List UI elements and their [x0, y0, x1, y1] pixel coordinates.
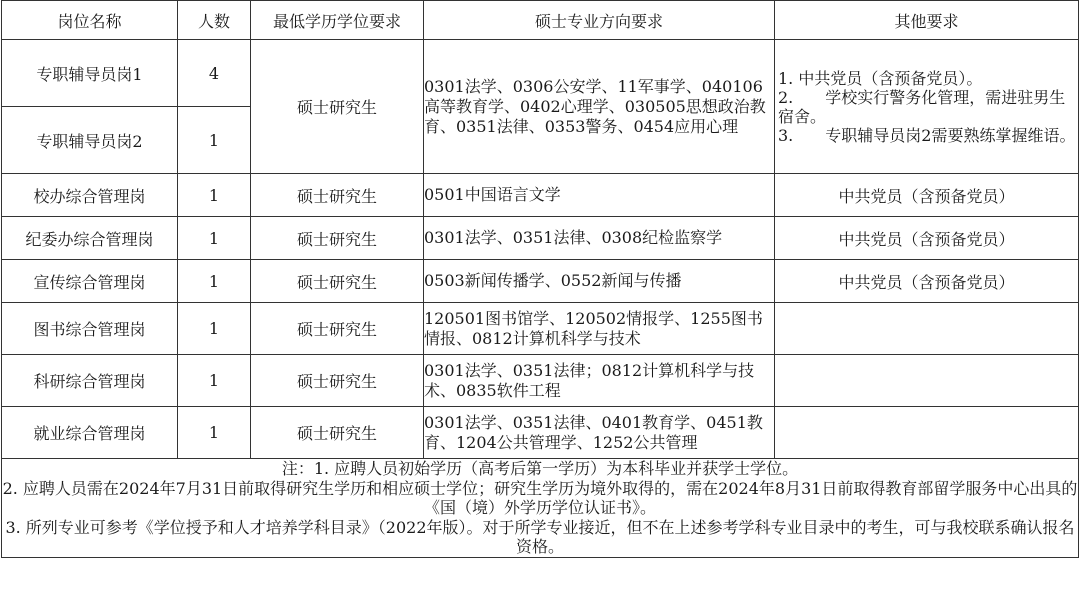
- position-count: 1: [178, 107, 251, 174]
- degree-requirement: 硕士研究生: [251, 174, 424, 217]
- header-degree: 最低学历学位要求: [251, 1, 424, 40]
- note-line: 2. 应聘人员需在2024年7月31日前取得研究生学历和相应硕士学位；研究生学历为境外取得的，需在2024年8月31日前取得教育部留学服务中心出具的《国（境）外学历学位认证书》。: [2, 478, 1078, 517]
- other-requirement: [775, 355, 1079, 407]
- other-requirement: [775, 407, 1079, 459]
- position-name: 科研综合管理岗: [2, 355, 178, 407]
- position-name: 就业综合管理岗: [2, 407, 178, 459]
- major-requirement: 0501中国语言文学: [424, 174, 775, 217]
- other-requirement: 中共党员（含预备党员）: [775, 260, 1079, 303]
- other-requirement: [775, 303, 1079, 355]
- table-row: [2, 40, 1079, 107]
- position-name: 专职辅导员岗2: [2, 107, 178, 174]
- degree-requirement: 硕士研究生: [251, 407, 424, 459]
- other-requirement-item: 2. 学校实行警务化管理，需进驻男生宿舍。: [778, 87, 1066, 126]
- degree-requirement: 硕士研究生: [251, 303, 424, 355]
- header-row: [2, 1, 1079, 40]
- notes-row: [2, 459, 1079, 558]
- major-requirement: 0301法学、0351法律、0308纪检监察学: [424, 217, 775, 260]
- major-requirement: 0301法学、0306公安学、11军事学、040106高等教育学、0402心理学、030505思想政治教育、0351法律、0353警务、0454应用心理: [424, 40, 775, 174]
- header-other: 其他要求: [775, 1, 1079, 40]
- table-row: [2, 303, 1079, 355]
- table-row: [2, 217, 1079, 260]
- other-requirement: [775, 40, 1079, 174]
- header-position: 岗位名称: [2, 1, 178, 40]
- degree-requirement: 硕士研究生: [251, 217, 424, 260]
- recruitment-table: [1, 0, 1079, 558]
- degree-requirement: 硕士研究生: [251, 355, 424, 407]
- position-name: 图书综合管理岗: [2, 303, 178, 355]
- other-requirement: 中共党员（含预备党员）: [775, 217, 1079, 260]
- note-line: 注：1. 应聘人员初始学历（高考后第一学历）为本科毕业并获学士学位。: [281, 459, 799, 478]
- position-count: 1: [178, 407, 251, 459]
- position-name: 校办综合管理岗: [2, 174, 178, 217]
- position-count: 1: [178, 303, 251, 355]
- note-line: 3. 所列专业可参考《学位授予和人才培养学科目录》（2022年版）。对于所学专业接近，但不在上述参考学科专业目录中的考生，可与我校联系确认报名资格。: [5, 517, 1075, 556]
- table-row: [2, 174, 1079, 217]
- major-requirement: 0301法学、0351法律；0812计算机科学与技术、0835软件工程: [424, 355, 775, 407]
- degree-requirement: 硕士研究生: [251, 40, 424, 174]
- table-row: [2, 407, 1079, 459]
- position-count: 1: [178, 355, 251, 407]
- degree-requirement: 硕士研究生: [251, 260, 424, 303]
- major-requirement: 0301法学、0351法律、0401教育学、0451教育、1204公共管理学、1252公共管理: [424, 407, 775, 459]
- table-row: [2, 260, 1079, 303]
- other-requirement-item: 3. 专职辅导员岗2需要熟练掌握维语。: [778, 125, 1076, 145]
- other-requirement-item: 1. 中共党员（含预备党员）。: [778, 68, 983, 88]
- header-count: 人数: [178, 1, 251, 40]
- position-count: 1: [178, 174, 251, 217]
- other-requirement-list: [775, 69, 1078, 145]
- position-count: 4: [178, 40, 251, 107]
- major-requirement: 0503新闻传播学、0552新闻与传播: [424, 260, 775, 303]
- major-requirement: 120501图书馆学、120502情报学、1255图书情报、0812计算机科学与技术: [424, 303, 775, 355]
- position-name: 宣传综合管理岗: [2, 260, 178, 303]
- table-row: [2, 355, 1079, 407]
- notes-cell: [2, 459, 1079, 558]
- position-name: 纪委办综合管理岗: [2, 217, 178, 260]
- position-count: 1: [178, 260, 251, 303]
- position-count: 1: [178, 217, 251, 260]
- other-requirement: 中共党员（含预备党员）: [775, 174, 1079, 217]
- position-name: 专职辅导员岗1: [2, 40, 178, 107]
- header-major: 硕士专业方向要求: [424, 1, 775, 40]
